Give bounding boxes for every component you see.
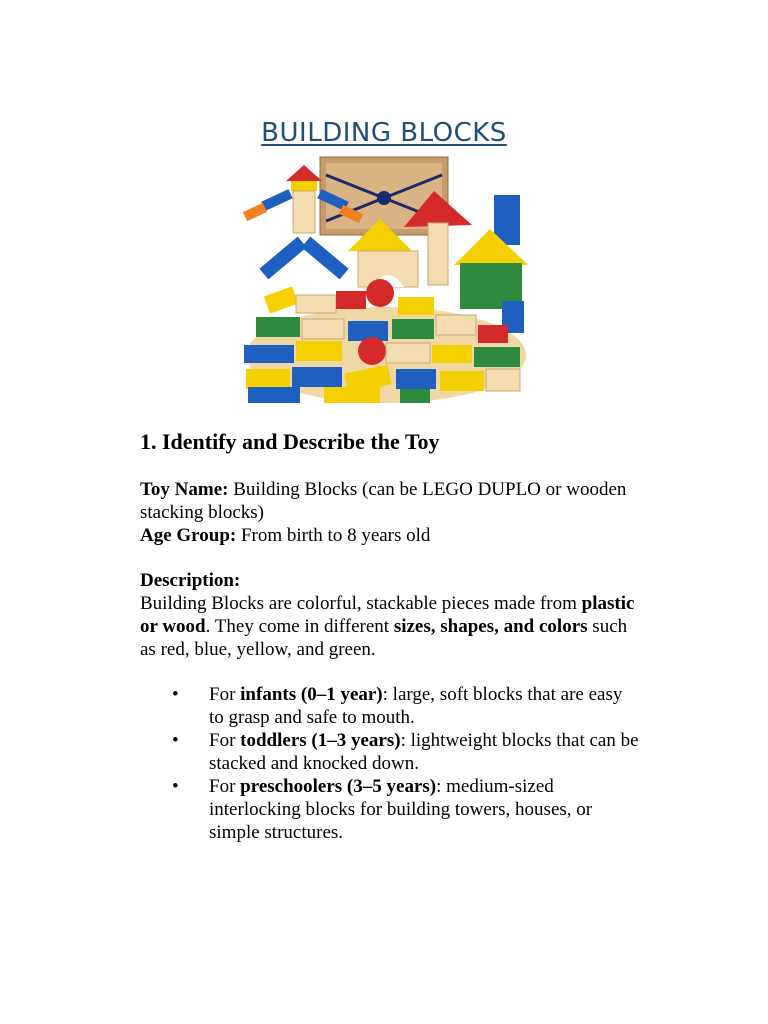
description-text: such as red, blue, yellow, and green. <box>140 616 628 660</box>
description-text: Building Blocks are colorful, stackable pieces made from <box>140 593 582 614</box>
document-title: BUILDING BLOCKS <box>261 118 507 148</box>
bullet-text: For <box>209 730 241 751</box>
age-group-line <box>140 524 640 547</box>
bullet-text: For <box>209 776 241 797</box>
toy-name-line <box>140 478 640 524</box>
age-group-value: From birth to 8 years old <box>236 525 431 546</box>
bullet-bold: toddlers (1–3 years) <box>240 730 401 751</box>
bullet-icon: • <box>172 776 179 797</box>
document-body <box>140 428 640 844</box>
description-label: Description: <box>140 570 241 591</box>
toy-name-label: Toy Name: <box>140 479 229 500</box>
bullet-text: : medium-sized interlocking blocks for building towers, houses, or simple structures. <box>209 776 593 843</box>
section-heading: 1. Identify and Describe the Toy <box>140 429 440 454</box>
bullet-text: : lightweight blocks that can be stacked and knocked down. <box>209 730 639 774</box>
list-item <box>140 775 640 844</box>
list-item <box>140 729 640 775</box>
age-bullet-list <box>140 683 640 844</box>
age-group-label: Age Group: <box>140 525 237 546</box>
toy-name-value: Building Blocks (can be LEGO DUPLO or wooden stacking blocks) <box>140 479 627 523</box>
bullet-icon: • <box>172 730 179 751</box>
bullet-text: : large, soft blocks that are easy to grasp and safe to mouth. <box>209 684 623 728</box>
bullet-bold: infants (0–1 year) <box>240 684 383 705</box>
building-blocks-image <box>236 155 532 407</box>
description-bold: sizes, shapes, and colors <box>393 616 588 637</box>
bullet-bold: preschoolers (3–5 years) <box>240 776 437 797</box>
bullet-text: For <box>209 684 241 705</box>
description-text: . They come in different <box>205 616 394 637</box>
list-item <box>140 683 640 729</box>
description-paragraph <box>140 592 640 661</box>
description-bold: plastic or wood <box>140 593 635 637</box>
bullet-icon: • <box>172 684 179 705</box>
